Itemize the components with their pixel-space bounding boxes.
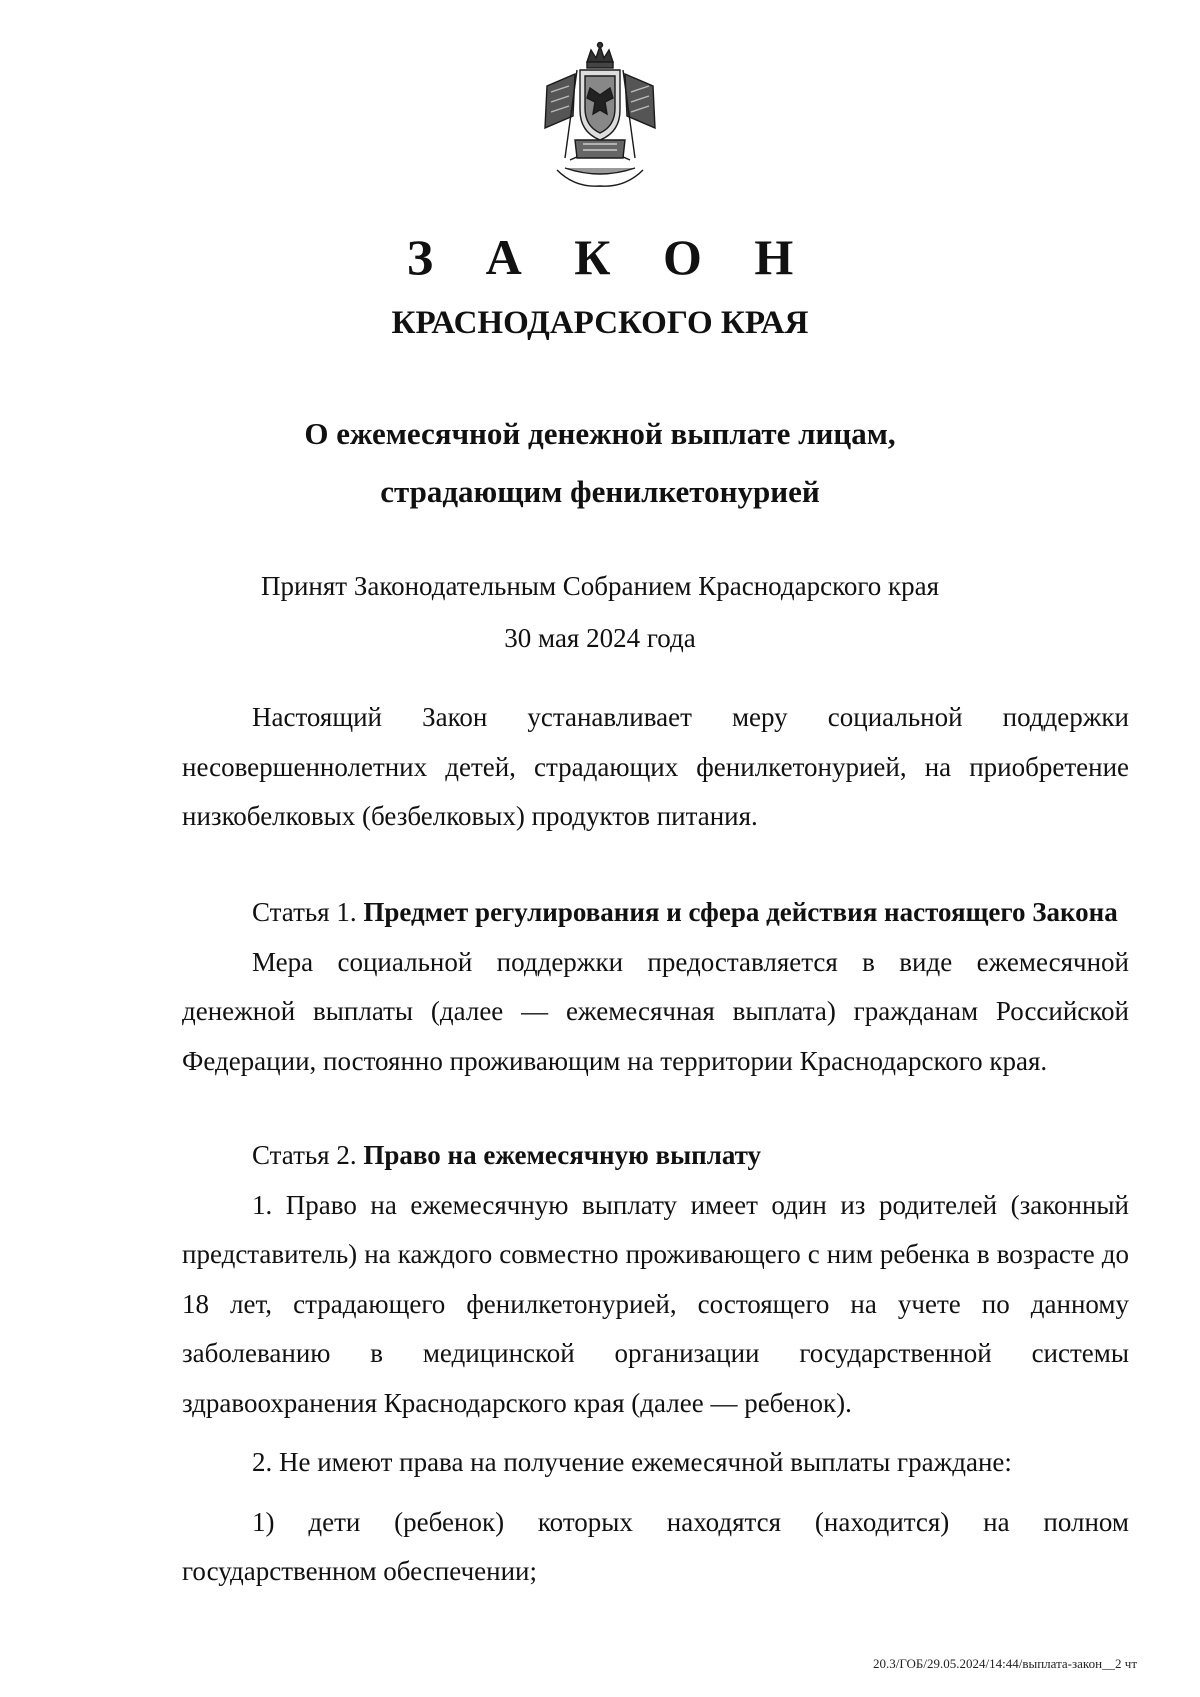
law-title: З А К О Н [406, 229, 814, 285]
adoption-date: 30 мая 2024 года [504, 623, 696, 653]
preamble-block [182, 693, 1129, 842]
article-1-title: Предмет регулирования и сфера действия настоящего Закона [363, 897, 1118, 927]
article-2-paragraph-2: 2. Не имеют права на получение ежемесячной выплаты граждане: [252, 1447, 1012, 1477]
adoption-info [0, 560, 1200, 664]
preamble-paragraph: Настоящий Закон устанавливает меру социальной поддержки несовершеннолетних детей, страдающих фенилкетонурией, на приобретение низкобелковых (безбелковых) продуктов питания. [182, 702, 1129, 831]
article-1-heading [182, 888, 1129, 938]
adoption-body: Принят Законодательным Собранием Краснодарского края [260, 571, 940, 601]
article-2-heading [182, 1131, 1129, 1181]
article-2-title: Право на ежемесячную выплату [363, 1140, 762, 1170]
document-footer-code: 20.3/ГОБ/29.05.2024/14:44/выплата-закон__2 чт [872, 1656, 1137, 1671]
article-2-label: Статья 2. [252, 1140, 357, 1170]
coat-of-arms-icon [535, 40, 665, 190]
law-subject-line-1: О ежемесячной денежной выплате лицам, [304, 416, 896, 451]
law-region: КРАСНОДАРСКОГО КРАЯ [391, 305, 809, 341]
article-1-text: Мера социальной поддержки предоставляется в виде ежемесячной денежной выплаты (далее — ежемесячная выплата) гражданам Российской Федерации, постоянно проживающим на территории Краснодарского края. [182, 946, 1129, 1076]
law-subject-line-2: страдающим фенилкетонурией [380, 474, 820, 509]
article-2-paragraph-3: 1) дети (ребенок) которых находятся (находится) на полном государственном обеспечении; [182, 1506, 1129, 1586]
article-2 [182, 1131, 1129, 1597]
article-2-paragraph-1: 1. Право на ежемесячную выплату имеет один из родителей (законный представитель) на каждого совместно проживающего с ним ребенка в возрасте до 18 лет, страдающего фенилкетонурией, состоящего на учете по данному заболеванию в медицинской организации государственной системы здравоохранения Краснодарского края (далее — ребенок). [182, 1189, 1129, 1418]
law-subject [0, 405, 1200, 521]
article-1-label: Статья 1. [252, 897, 357, 927]
article-1 [182, 888, 1129, 1086]
